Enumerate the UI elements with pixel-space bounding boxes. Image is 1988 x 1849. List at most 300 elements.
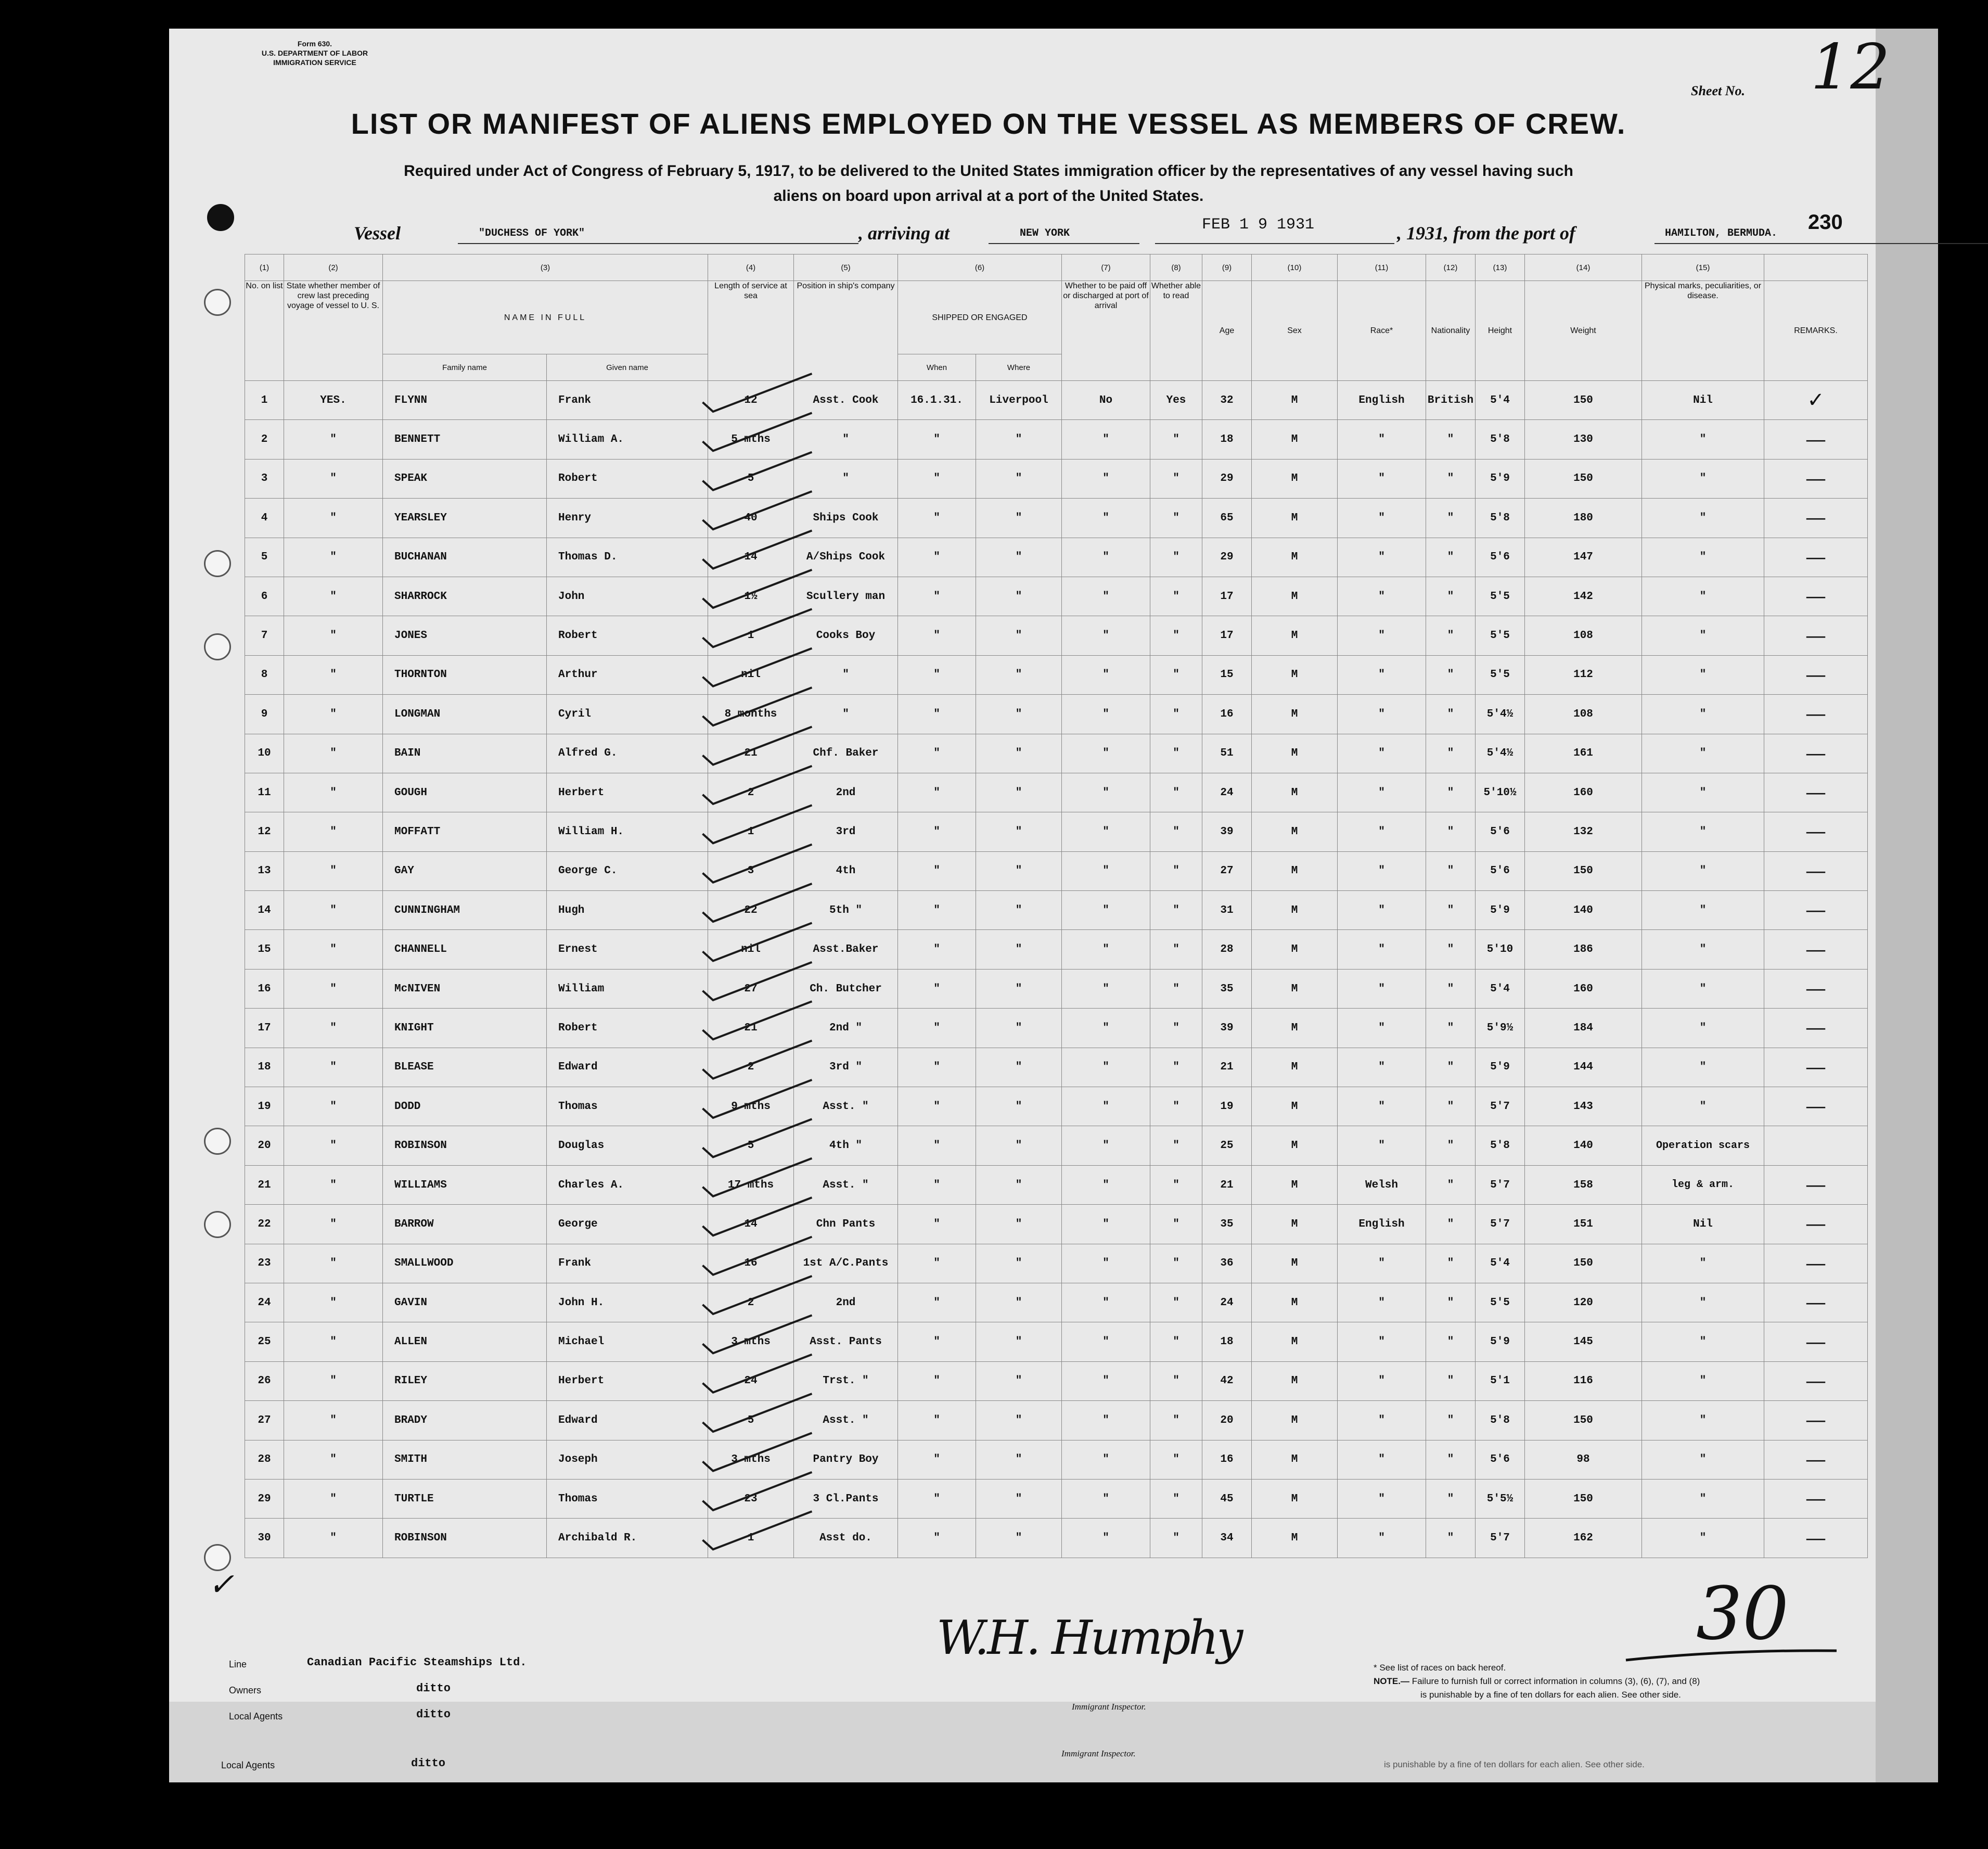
cell-read: " — [1150, 1048, 1202, 1087]
cell-no: 13 — [245, 851, 284, 890]
cell-nationality: " — [1426, 851, 1476, 890]
cell-sex: M — [1252, 1479, 1338, 1518]
cell-height: 5'7 — [1476, 1087, 1525, 1126]
cell-given: George C. — [547, 851, 708, 890]
header-name-in-full: NAME IN FULL — [383, 281, 708, 354]
hand-check-stroke — [703, 1001, 812, 1039]
cell-race: Welsh — [1338, 1165, 1426, 1204]
cell-length: 2 — [708, 773, 794, 812]
cell-where: " — [976, 1087, 1062, 1126]
cell-weight: 108 — [1525, 616, 1642, 655]
cell-no: 24 — [245, 1283, 284, 1322]
cell-sex: M — [1252, 812, 1338, 851]
cell-sex: M — [1252, 655, 1338, 694]
cell-given: George — [547, 1205, 708, 1244]
cell-family: KNIGHT — [383, 1009, 547, 1048]
cell-age: 42 — [1202, 1361, 1252, 1400]
cell-remark: — — [1764, 1087, 1868, 1126]
cell-race: " — [1338, 1283, 1426, 1322]
cell-marks: " — [1642, 1361, 1764, 1400]
cell-family: LONGMAN — [383, 695, 547, 734]
cell-position: Asst do. — [794, 1519, 898, 1558]
cell-remark: — — [1764, 1165, 1868, 1204]
cell-when: " — [898, 930, 976, 969]
cell-marks: " — [1642, 1244, 1764, 1283]
cell-family: SMALLWOOD — [383, 1244, 547, 1283]
cell-length: 1 — [708, 1519, 794, 1558]
cell-where: " — [976, 734, 1062, 773]
inspector-signature: W.H. Humphy — [937, 1611, 1241, 1665]
cell-length: 5 mths — [708, 420, 794, 459]
cell-read: " — [1150, 930, 1202, 969]
cell-remark: — — [1764, 616, 1868, 655]
cell-family: GOUGH — [383, 773, 547, 812]
cell-state: YES. — [284, 381, 383, 420]
cell-given: Douglas — [547, 1126, 708, 1165]
cell-given: Herbert — [547, 773, 708, 812]
hand-check-stroke — [703, 1197, 812, 1235]
cell-family: YEARSLEY — [383, 499, 547, 538]
cell-race: " — [1338, 773, 1426, 812]
cell-no: 1 — [245, 381, 284, 420]
cell-when: " — [898, 1322, 976, 1361]
cell-nationality: " — [1426, 1519, 1476, 1558]
penalty-note — [1374, 1675, 1700, 1688]
cell-remark: — — [1764, 930, 1868, 969]
cell-paid: " — [1062, 499, 1150, 538]
cell-when: " — [898, 891, 976, 930]
cell-weight: 145 — [1525, 1322, 1642, 1361]
cell-remark: — — [1764, 773, 1868, 812]
cell-race: " — [1338, 1479, 1426, 1518]
cell-read: " — [1150, 1205, 1202, 1244]
cell-family: GAY — [383, 851, 547, 890]
cell-when: " — [898, 538, 976, 577]
cell-where: " — [976, 1322, 1062, 1361]
cell-race: " — [1338, 1440, 1426, 1479]
cell-when: " — [898, 1048, 976, 1087]
cell-race: " — [1338, 1322, 1426, 1361]
cell-remark: — — [1764, 1479, 1868, 1518]
cell-state: " — [284, 1048, 383, 1087]
cell-when: 16.1.31. — [898, 381, 976, 420]
cell-read: " — [1150, 459, 1202, 498]
cell-age: 18 — [1202, 420, 1252, 459]
cell-family: BUCHANAN — [383, 538, 547, 577]
cell-race: " — [1338, 1126, 1426, 1165]
cell-when: " — [898, 1283, 976, 1322]
inspector-label: Immigrant Inspector. — [1072, 1702, 1146, 1712]
cell-where: " — [976, 1048, 1062, 1087]
page-title: LIST OR MANIFEST OF ALIENS EMPLOYED ON THE VESSEL AS MEMBERS OF CREW. — [351, 107, 1626, 140]
cell-position: Asst. " — [794, 1401, 898, 1440]
cell-race: " — [1338, 538, 1426, 577]
cell-given: Ernest — [547, 930, 708, 969]
cell-no: 19 — [245, 1087, 284, 1126]
col-num: (1) — [245, 254, 284, 281]
cell-where: " — [976, 930, 1062, 969]
cell-state: " — [284, 930, 383, 969]
cell-paid: " — [1062, 1205, 1150, 1244]
cell-position: Asst. " — [794, 1087, 898, 1126]
col-num: (11) — [1338, 254, 1426, 281]
cell-read: " — [1150, 1479, 1202, 1518]
cell-read: " — [1150, 1361, 1202, 1400]
cell-height: 5'9 — [1476, 1048, 1525, 1087]
cell-nationality: " — [1426, 812, 1476, 851]
cell-where: " — [976, 773, 1062, 812]
form-number: Form 630. — [297, 40, 332, 48]
cell-remark: — — [1764, 538, 1868, 577]
cell-no: 26 — [245, 1361, 284, 1400]
header-when: When — [898, 354, 976, 381]
cell-age: 19 — [1202, 1087, 1252, 1126]
cell-remark: ✓ — [1764, 381, 1868, 420]
cell-no: 12 — [245, 812, 284, 851]
cell-weight: 160 — [1525, 773, 1642, 812]
cell-marks: " — [1642, 420, 1764, 459]
cell-position: Scullery man — [794, 577, 898, 616]
cell-weight: 112 — [1525, 655, 1642, 694]
cell-marks: " — [1642, 1519, 1764, 1558]
cell-length: 5 — [708, 459, 794, 498]
cell-when: " — [898, 1126, 976, 1165]
cell-family: DODD — [383, 1087, 547, 1126]
cell-race: " — [1338, 616, 1426, 655]
cell-nationality: " — [1426, 1440, 1476, 1479]
cell-remark: — — [1764, 655, 1868, 694]
cell-height: 5'7 — [1476, 1519, 1525, 1558]
cell-race: " — [1338, 577, 1426, 616]
cell-paid: " — [1062, 1322, 1150, 1361]
cell-position: 3 Cl.Pants — [794, 1479, 898, 1518]
cell-state: " — [284, 1244, 383, 1283]
cell-where: " — [976, 695, 1062, 734]
hand-check-stroke — [703, 1276, 812, 1314]
cell-weight: 108 — [1525, 695, 1642, 734]
cell-where: Liverpool — [976, 381, 1062, 420]
cell-read: " — [1150, 773, 1202, 812]
cell-when: " — [898, 1165, 976, 1204]
cell-length: 8 months — [708, 695, 794, 734]
cell-nationality: " — [1426, 1361, 1476, 1400]
cell-paid: " — [1062, 1283, 1150, 1322]
col-num: (14) — [1525, 254, 1642, 281]
hand-check-stroke — [703, 1472, 812, 1510]
cell-weight: 180 — [1525, 499, 1642, 538]
cell-race: " — [1338, 891, 1426, 930]
subtitle-line-2: aliens on board upon arrival at a port of the United States. — [773, 187, 1204, 205]
cell-marks: " — [1642, 1048, 1764, 1087]
cell-where: " — [976, 891, 1062, 930]
cell-state: " — [284, 1401, 383, 1440]
cell-race: " — [1338, 499, 1426, 538]
cell-nationality: " — [1426, 1126, 1476, 1165]
cell-where: " — [976, 1401, 1062, 1440]
cell-length: 21 — [708, 1009, 794, 1048]
cell-read: " — [1150, 655, 1202, 694]
cell-no: 30 — [245, 1519, 284, 1558]
cell-remark: — — [1764, 1361, 1868, 1400]
cell-given: William A. — [547, 420, 708, 459]
hand-check-stroke — [703, 884, 812, 922]
cell-state: " — [284, 1205, 383, 1244]
cell-when: " — [898, 1244, 976, 1283]
cell-age: 65 — [1202, 499, 1252, 538]
cell-sex: M — [1252, 577, 1338, 616]
local-agents-value-2: ditto — [411, 1757, 446, 1770]
cell-read: " — [1150, 891, 1202, 930]
cell-length: 12 — [708, 381, 794, 420]
cell-no: 21 — [245, 1165, 284, 1204]
cell-nationality: " — [1426, 1283, 1476, 1322]
cell-age: 25 — [1202, 1126, 1252, 1165]
cell-family: ALLEN — [383, 1322, 547, 1361]
cell-length: 40 — [708, 499, 794, 538]
header-shipped-or-engaged: SHIPPED OR ENGAGED — [898, 281, 1062, 354]
cell-paid: " — [1062, 655, 1150, 694]
cell-remark: — — [1764, 1048, 1868, 1087]
cell-where: " — [976, 1519, 1062, 1558]
cell-read: " — [1150, 1283, 1202, 1322]
cell-paid: " — [1062, 1361, 1150, 1400]
hand-check-stroke — [703, 1158, 812, 1196]
cell-when: " — [898, 1440, 976, 1479]
cell-age: 24 — [1202, 773, 1252, 812]
cell-where: " — [976, 1440, 1062, 1479]
cell-no: 18 — [245, 1048, 284, 1087]
cell-marks: " — [1642, 538, 1764, 577]
cell-length: 1½ — [708, 577, 794, 616]
cell-nationality: " — [1426, 538, 1476, 577]
total-count: 30 — [1696, 1572, 1789, 1656]
cell-length: nil — [708, 655, 794, 694]
cell-paid: " — [1062, 1479, 1150, 1518]
cell-position: 4th — [794, 851, 898, 890]
cell-height: 5'8 — [1476, 1126, 1525, 1165]
cell-length: 14 — [708, 1205, 794, 1244]
cell-position: Chf. Baker — [794, 734, 898, 773]
cell-age: 45 — [1202, 1479, 1252, 1518]
cell-paid: " — [1062, 616, 1150, 655]
cell-state: " — [284, 1479, 383, 1518]
cell-remark: — — [1764, 734, 1868, 773]
cell-state: " — [284, 851, 383, 890]
cell-position: " — [794, 695, 898, 734]
cell-paid: No — [1062, 381, 1150, 420]
cell-no: 9 — [245, 695, 284, 734]
cell-marks: " — [1642, 1401, 1764, 1440]
cell-marks: " — [1642, 1283, 1764, 1322]
cell-race: " — [1338, 1244, 1426, 1283]
cell-read: " — [1150, 812, 1202, 851]
cell-position: 4th " — [794, 1126, 898, 1165]
cell-weight: 140 — [1525, 891, 1642, 930]
cell-weight: 98 — [1525, 1440, 1642, 1479]
cell-sex: M — [1252, 1361, 1338, 1400]
cell-state: " — [284, 1283, 383, 1322]
cell-where: " — [976, 616, 1062, 655]
cell-marks: " — [1642, 1009, 1764, 1048]
cell-weight: 151 — [1525, 1205, 1642, 1244]
cell-age: 32 — [1202, 381, 1252, 420]
cell-no: 17 — [245, 1009, 284, 1048]
cell-weight: 120 — [1525, 1283, 1642, 1322]
cell-weight: 150 — [1525, 381, 1642, 420]
cell-given: Thomas — [547, 1479, 708, 1518]
cell-nationality: " — [1426, 695, 1476, 734]
cell-marks: Operation scars — [1642, 1126, 1764, 1165]
cell-given: Archibald R. — [547, 1519, 708, 1558]
cell-marks: " — [1642, 1440, 1764, 1479]
cell-height: 5'4 — [1476, 1244, 1525, 1283]
cell-given: John — [547, 577, 708, 616]
cell-remark: — — [1764, 851, 1868, 890]
cell-position: Cooks Boy — [794, 616, 898, 655]
cell-length: 5 — [708, 1126, 794, 1165]
cell-no: 8 — [245, 655, 284, 694]
cell-family: BENNETT — [383, 420, 547, 459]
cell-paid: " — [1062, 1048, 1150, 1087]
cell-no: 5 — [245, 538, 284, 577]
cell-marks: " — [1642, 773, 1764, 812]
cell-remark: — — [1764, 420, 1868, 459]
cell-no: 22 — [245, 1205, 284, 1244]
cell-sex: M — [1252, 891, 1338, 930]
cell-height: 5'4½ — [1476, 695, 1525, 734]
cell-height: 5'6 — [1476, 1440, 1525, 1479]
cell-length: 17 mths — [708, 1165, 794, 1204]
cell-read: " — [1150, 420, 1202, 459]
cell-read: " — [1150, 851, 1202, 890]
cell-nationality: " — [1426, 420, 1476, 459]
col-num: (9) — [1202, 254, 1252, 281]
cell-given: Edward — [547, 1401, 708, 1440]
cell-given: Frank — [547, 381, 708, 420]
cell-remark: — — [1764, 695, 1868, 734]
cell-when: " — [898, 1087, 976, 1126]
cell-weight: 143 — [1525, 1087, 1642, 1126]
cell-age: 39 — [1202, 812, 1252, 851]
date-stamp: FEB 1 9 1931 — [1202, 216, 1315, 234]
cell-position: " — [794, 459, 898, 498]
cell-age: 15 — [1202, 655, 1252, 694]
cell-read: " — [1150, 1009, 1202, 1048]
cell-position: " — [794, 420, 898, 459]
hand-check-stroke — [703, 766, 812, 804]
cell-state: " — [284, 655, 383, 694]
cell-age: 21 — [1202, 1048, 1252, 1087]
hand-check-stroke — [703, 1355, 812, 1393]
cell-nationality: " — [1426, 1205, 1476, 1244]
cell-age: 35 — [1202, 1205, 1252, 1244]
cell-weight: 162 — [1525, 1519, 1642, 1558]
hand-check-stroke — [703, 1237, 812, 1275]
cell-state: " — [284, 1361, 383, 1400]
cell-state: " — [284, 1322, 383, 1361]
cell-read: " — [1150, 695, 1202, 734]
cell-read: " — [1150, 577, 1202, 616]
cell-weight: 132 — [1525, 812, 1642, 851]
cell-family: ROBINSON — [383, 1519, 547, 1558]
cell-length: 2 — [708, 1283, 794, 1322]
cell-remark: — — [1764, 1401, 1868, 1440]
header-height: Height — [1476, 281, 1525, 381]
cell-position: A/Ships Cook — [794, 538, 898, 577]
cell-where: " — [976, 1165, 1062, 1204]
cell-height: 5'6 — [1476, 851, 1525, 890]
cell-no: 25 — [245, 1322, 284, 1361]
header-age: Age — [1202, 281, 1252, 381]
cell-family: SHARROCK — [383, 577, 547, 616]
cell-state: " — [284, 1087, 383, 1126]
cell-where: " — [976, 1361, 1062, 1400]
cell-position: Ships Cook — [794, 499, 898, 538]
hand-check-stroke — [703, 845, 812, 883]
cell-no: 28 — [245, 1440, 284, 1479]
cell-weight: 140 — [1525, 1126, 1642, 1165]
cell-remark: — — [1764, 1283, 1868, 1322]
cell-no: 29 — [245, 1479, 284, 1518]
cell-remark: — — [1764, 891, 1868, 930]
cell-length: 3 mths — [708, 1440, 794, 1479]
cell-family: WILLIAMS — [383, 1165, 547, 1204]
cell-given: Thomas D. — [547, 538, 708, 577]
cell-state: " — [284, 1126, 383, 1165]
cell-where: " — [976, 655, 1062, 694]
cell-remark: — — [1764, 812, 1868, 851]
cell-nationality: " — [1426, 616, 1476, 655]
cell-marks: Nil — [1642, 1205, 1764, 1244]
cell-paid: " — [1062, 851, 1150, 890]
cell-when: " — [898, 1519, 976, 1558]
cell-race: " — [1338, 969, 1426, 1008]
sheet-number: 12 — [1811, 31, 1890, 104]
cell-height: 5'8 — [1476, 1401, 1525, 1440]
hand-check-stroke — [703, 923, 812, 961]
cell-race: " — [1338, 930, 1426, 969]
owners-value: ditto — [416, 1682, 451, 1695]
cell-length: 5 — [708, 1401, 794, 1440]
col-num: (2) — [284, 254, 383, 281]
cell-no: 11 — [245, 773, 284, 812]
cell-sex: M — [1252, 420, 1338, 459]
cell-marks: Nil — [1642, 381, 1764, 420]
cell-no: 3 — [245, 459, 284, 498]
cell-remark: — — [1764, 577, 1868, 616]
cell-state: " — [284, 420, 383, 459]
cell-read: " — [1150, 499, 1202, 538]
cell-paid: " — [1062, 420, 1150, 459]
hand-check-stroke — [703, 452, 812, 490]
cell-position: Ch. Butcher — [794, 969, 898, 1008]
cell-paid: " — [1062, 1401, 1150, 1440]
cell-length: 2 — [708, 1048, 794, 1087]
hand-check-stroke — [703, 1315, 812, 1353]
handwritten-check-mark: ✓ — [208, 1566, 235, 1603]
hand-check-stroke — [703, 374, 812, 412]
cell-family: FLYNN — [383, 381, 547, 420]
cell-sex: M — [1252, 773, 1338, 812]
cell-height: 5'5 — [1476, 1283, 1525, 1322]
cell-when: " — [898, 577, 976, 616]
cell-read: " — [1150, 1519, 1202, 1558]
cell-state: " — [284, 1165, 383, 1204]
subtitle-line-1: Required under Act of Congress of February 5, 1917, to be delivered to the United States immigration officer by the representatives of any vessel having such — [404, 162, 1573, 180]
arrival-port: NEW YORK — [1020, 227, 1070, 239]
cell-height: 5'8 — [1476, 499, 1525, 538]
cell-marks: " — [1642, 851, 1764, 890]
